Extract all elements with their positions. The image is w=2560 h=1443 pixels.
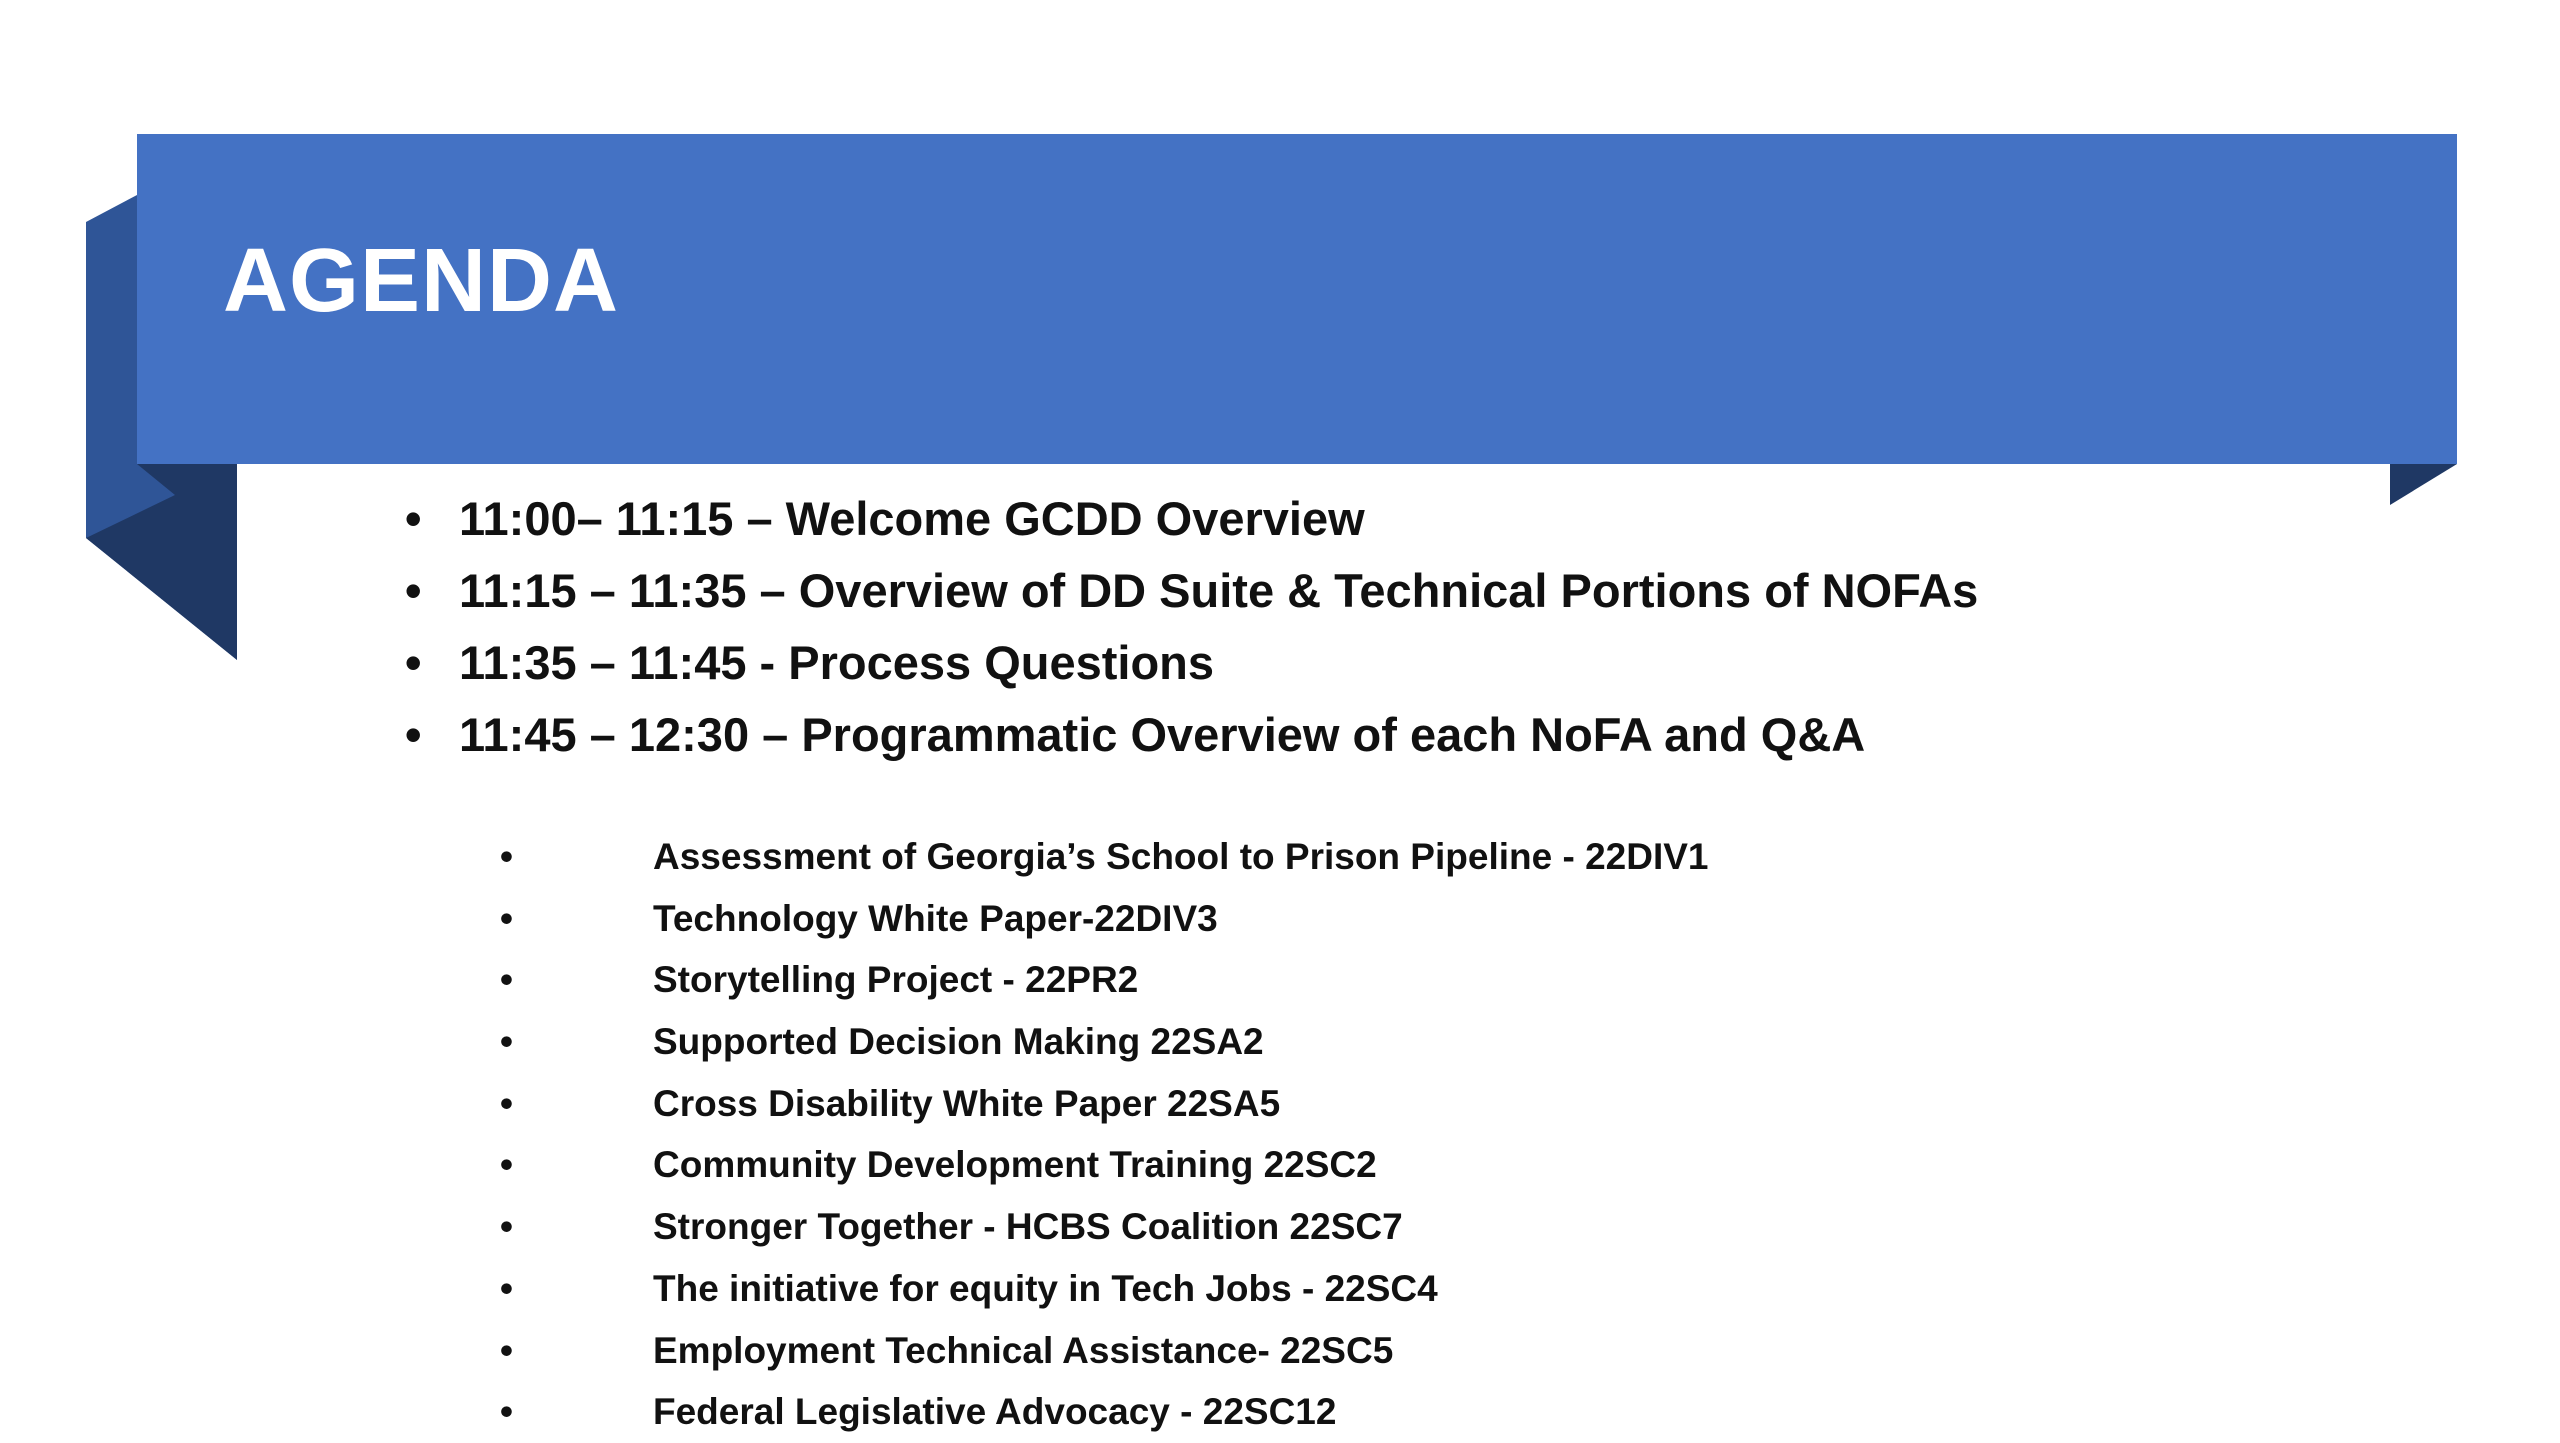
nofa-item-text: Supported Decision Making 22SA2 <box>653 1021 1264 1063</box>
nofa-item-text: Cross Disability White Paper 22SA5 <box>653 1082 1281 1124</box>
bullet-icon: • <box>405 492 422 545</box>
agenda-item-text: 11:35 – 11:45 - Process Questions <box>459 636 1215 689</box>
agenda-item-text: 11:45 – 12:30 – Programmatic Overview of each NoFA and Q&A <box>459 708 1866 761</box>
bullet-icon: • <box>500 897 513 939</box>
bullet-icon: • <box>500 1144 513 1186</box>
bullet-icon: • <box>500 1206 513 1248</box>
bullet-icon: • <box>500 1082 513 1124</box>
ribbon-right-fold <box>2390 464 2457 505</box>
bullet-icon: • <box>500 1329 513 1371</box>
nofa-item-text: Storytelling Project - 22PR2 <box>653 959 1139 1001</box>
nofa-item-text: Community Development Training 22SC2 <box>653 1144 1377 1186</box>
agenda-item-text: 11:00– 11:15 – Welcome GCDD Overview <box>459 492 1365 545</box>
bullet-icon: • <box>500 1391 513 1433</box>
nofa-item-text: Technology White Paper-22DIV3 <box>653 897 1218 939</box>
nofa-item-text: Federal Legislative Advocacy - 22SC12 <box>653 1391 1337 1433</box>
nofa-item-text: The initiative for equity in Tech Jobs - 22SC4 <box>653 1267 1438 1309</box>
bullet-icon: • <box>405 564 422 617</box>
bullet-icon: • <box>405 636 422 689</box>
nofa-item-text: Stronger Together - HCBS Coalition 22SC7 <box>653 1206 1403 1248</box>
bullet-icon: • <box>500 1021 513 1063</box>
agenda-item-text: 11:15 – 11:35 – Overview of DD Suite & Technical Portions of NOFAs <box>459 564 1979 617</box>
bullet-icon: • <box>405 708 422 761</box>
bullet-icon: • <box>500 1267 513 1309</box>
nofa-item-text: Employment Technical Assistance- 22SC5 <box>653 1329 1394 1371</box>
bullet-icon: • <box>500 836 513 877</box>
bullet-icon: • <box>500 959 513 1001</box>
slide-title: AGENDA <box>223 231 620 331</box>
nofa-item-text: Assessment of Georgia’s School to Prison Pipeline - 22DIV1 <box>653 836 1709 877</box>
